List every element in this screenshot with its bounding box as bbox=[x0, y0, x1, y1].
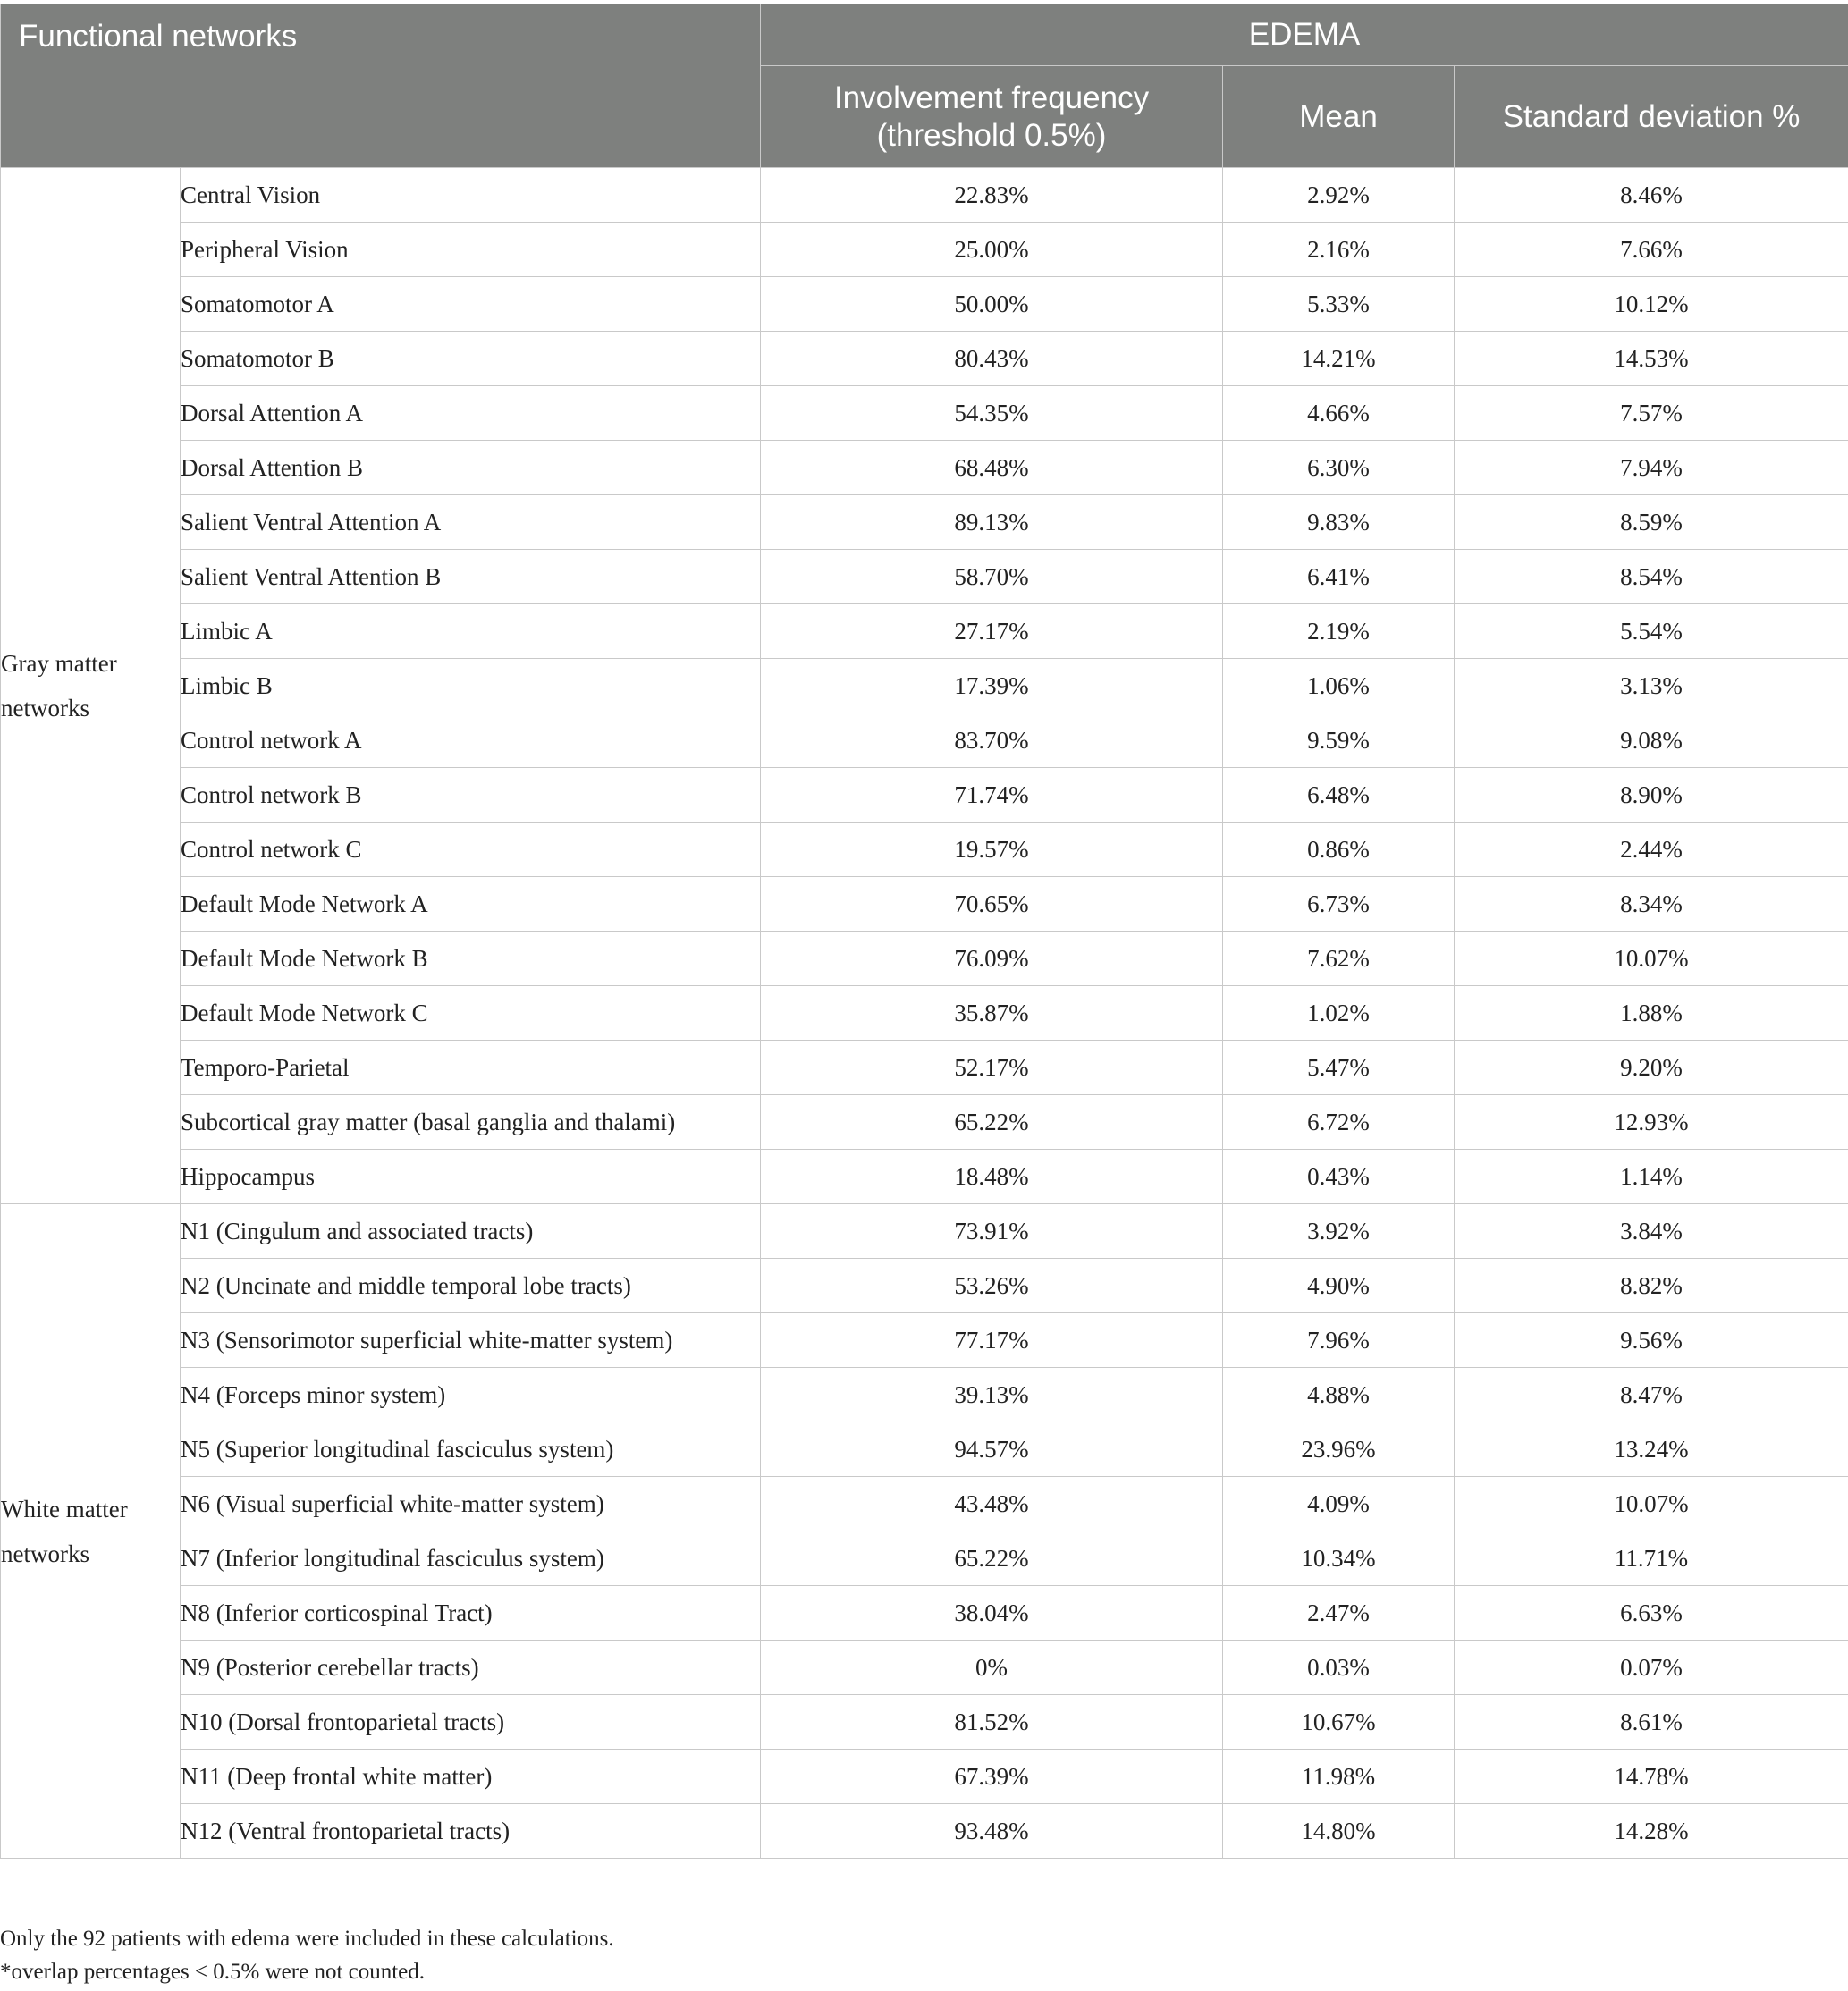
results-table bbox=[0, 4, 1848, 1859]
table-row bbox=[1, 1586, 1848, 1641]
involvement-frequency-cell: 50.00% bbox=[761, 277, 1223, 332]
involvement-frequency-cell: 19.57% bbox=[761, 823, 1223, 877]
standard-deviation-cell: 10.07% bbox=[1455, 1477, 1848, 1531]
involvement-frequency-cell: 53.26% bbox=[761, 1259, 1223, 1313]
standard-deviation-cell: 10.07% bbox=[1455, 932, 1848, 986]
header-functional-networks: Functional networks bbox=[1, 4, 761, 168]
involvement-frequency-cell: 94.57% bbox=[761, 1422, 1223, 1477]
standard-deviation-cell: 8.59% bbox=[1455, 495, 1848, 550]
table-row bbox=[1, 332, 1848, 386]
table-row bbox=[1, 1095, 1848, 1150]
standard-deviation-cell: 8.47% bbox=[1455, 1368, 1848, 1422]
involvement-frequency-cell: 65.22% bbox=[761, 1095, 1223, 1150]
network-name-cell: Peripheral Vision bbox=[181, 223, 761, 277]
table-row bbox=[1, 441, 1848, 495]
standard-deviation-cell: 14.78% bbox=[1455, 1750, 1848, 1804]
involvement-frequency-cell: 52.17% bbox=[761, 1041, 1223, 1095]
table-row bbox=[1, 768, 1848, 823]
network-name-cell: N6 (Visual superficial white-matter system) bbox=[181, 1477, 761, 1531]
table-row bbox=[1, 223, 1848, 277]
table-row bbox=[1, 986, 1848, 1041]
mean-cell: 6.48% bbox=[1223, 768, 1455, 823]
table-row bbox=[1, 386, 1848, 441]
standard-deviation-cell: 7.66% bbox=[1455, 223, 1848, 277]
network-name-cell: N7 (Inferior longitudinal fasciculus system) bbox=[181, 1531, 761, 1586]
table-row bbox=[1, 495, 1848, 550]
mean-cell: 6.41% bbox=[1223, 550, 1455, 604]
header-edema: EDEMA bbox=[761, 4, 1848, 66]
footnote: Only the 92 patients with edema were included in these calculations. bbox=[0, 1927, 614, 1951]
mean-cell: 0.43% bbox=[1223, 1150, 1455, 1204]
table-row bbox=[1, 1641, 1848, 1695]
standard-deviation-cell: 12.93% bbox=[1455, 1095, 1848, 1150]
involvement-frequency-cell: 0% bbox=[761, 1641, 1223, 1695]
mean-cell: 14.21% bbox=[1223, 332, 1455, 386]
mean-cell: 2.19% bbox=[1223, 604, 1455, 659]
table-row bbox=[1, 1477, 1848, 1531]
mean-cell: 3.92% bbox=[1223, 1204, 1455, 1259]
table-row bbox=[1, 823, 1848, 877]
table-row bbox=[1, 277, 1848, 332]
section-label: Gray matter networks bbox=[1, 168, 181, 1204]
involvement-frequency-cell: 38.04% bbox=[761, 1586, 1223, 1641]
standard-deviation-cell: 0.07% bbox=[1455, 1641, 1848, 1695]
network-name-cell: Default Mode Network A bbox=[181, 877, 761, 932]
mean-cell: 14.80% bbox=[1223, 1804, 1455, 1859]
network-name-cell: Limbic A bbox=[181, 604, 761, 659]
standard-deviation-cell: 9.08% bbox=[1455, 713, 1848, 768]
standard-deviation-cell: 3.13% bbox=[1455, 659, 1848, 713]
table-row bbox=[1, 877, 1848, 932]
network-name-cell: N12 (Ventral frontoparietal tracts) bbox=[181, 1804, 761, 1859]
involvement-frequency-cell: 89.13% bbox=[761, 495, 1223, 550]
table-row bbox=[1, 1313, 1848, 1368]
mean-cell: 9.83% bbox=[1223, 495, 1455, 550]
standard-deviation-cell: 13.24% bbox=[1455, 1422, 1848, 1477]
header-mean: Mean bbox=[1223, 66, 1455, 168]
mean-cell: 0.03% bbox=[1223, 1641, 1455, 1695]
section-label: White matter networks bbox=[1, 1204, 181, 1859]
standard-deviation-cell: 1.14% bbox=[1455, 1150, 1848, 1204]
involvement-frequency-cell: 43.48% bbox=[761, 1477, 1223, 1531]
mean-cell: 4.88% bbox=[1223, 1368, 1455, 1422]
mean-cell: 5.47% bbox=[1223, 1041, 1455, 1095]
table-row bbox=[1, 550, 1848, 604]
header-involvement-frequency: Involvement frequency (threshold 0.5%) bbox=[761, 66, 1223, 168]
network-name-cell: Control network C bbox=[181, 823, 761, 877]
table-row bbox=[1, 1422, 1848, 1477]
network-name-cell: N11 (Deep frontal white matter) bbox=[181, 1750, 761, 1804]
involvement-frequency-cell: 73.91% bbox=[761, 1204, 1223, 1259]
involvement-frequency-cell: 80.43% bbox=[761, 332, 1223, 386]
mean-cell: 10.67% bbox=[1223, 1695, 1455, 1750]
mean-cell: 7.96% bbox=[1223, 1313, 1455, 1368]
standard-deviation-cell: 14.28% bbox=[1455, 1804, 1848, 1859]
table-body bbox=[1, 168, 1848, 1859]
standard-deviation-cell: 10.12% bbox=[1455, 277, 1848, 332]
involvement-frequency-cell: 17.39% bbox=[761, 659, 1223, 713]
standard-deviation-cell: 3.84% bbox=[1455, 1204, 1848, 1259]
involvement-frequency-cell: 77.17% bbox=[761, 1313, 1223, 1368]
standard-deviation-cell: 1.88% bbox=[1455, 986, 1848, 1041]
involvement-frequency-cell: 71.74% bbox=[761, 768, 1223, 823]
standard-deviation-cell: 2.44% bbox=[1455, 823, 1848, 877]
standard-deviation-cell: 14.53% bbox=[1455, 332, 1848, 386]
standard-deviation-cell: 8.46% bbox=[1455, 168, 1848, 223]
mean-cell: 6.72% bbox=[1223, 1095, 1455, 1150]
table-row bbox=[1, 1750, 1848, 1804]
standard-deviation-cell: 7.57% bbox=[1455, 386, 1848, 441]
network-name-cell: N4 (Forceps minor system) bbox=[181, 1368, 761, 1422]
mean-cell: 6.30% bbox=[1223, 441, 1455, 495]
involvement-frequency-cell: 67.39% bbox=[761, 1750, 1223, 1804]
table-row bbox=[1, 604, 1848, 659]
involvement-frequency-cell: 35.87% bbox=[761, 986, 1223, 1041]
table-row bbox=[1, 932, 1848, 986]
table-row bbox=[1, 713, 1848, 768]
standard-deviation-cell: 8.90% bbox=[1455, 768, 1848, 823]
standard-deviation-cell: 9.56% bbox=[1455, 1313, 1848, 1368]
standard-deviation-cell: 5.54% bbox=[1455, 604, 1848, 659]
network-name-cell: Default Mode Network C bbox=[181, 986, 761, 1041]
network-name-cell: N1 (Cingulum and associated tracts) bbox=[181, 1204, 761, 1259]
network-name-cell: Control network B bbox=[181, 768, 761, 823]
standard-deviation-cell: 8.54% bbox=[1455, 550, 1848, 604]
standard-deviation-cell: 8.82% bbox=[1455, 1259, 1848, 1313]
network-name-cell: N2 (Uncinate and middle temporal lobe tracts) bbox=[181, 1259, 761, 1313]
mean-cell: 5.33% bbox=[1223, 277, 1455, 332]
table-row bbox=[1, 1204, 1848, 1259]
footnote: *overlap percentages < 0.5% were not counted. bbox=[0, 1960, 426, 1984]
network-name-cell: Somatomotor A bbox=[181, 277, 761, 332]
standard-deviation-cell: 9.20% bbox=[1455, 1041, 1848, 1095]
network-name-cell: N3 (Sensorimotor superficial white-matter system) bbox=[181, 1313, 761, 1368]
network-name-cell: N10 (Dorsal frontoparietal tracts) bbox=[181, 1695, 761, 1750]
involvement-frequency-cell: 81.52% bbox=[761, 1695, 1223, 1750]
involvement-frequency-cell: 39.13% bbox=[761, 1368, 1223, 1422]
table-row bbox=[1, 1259, 1848, 1313]
network-name-cell: Limbic B bbox=[181, 659, 761, 713]
involvement-frequency-cell: 70.65% bbox=[761, 877, 1223, 932]
mean-cell: 2.16% bbox=[1223, 223, 1455, 277]
involvement-frequency-cell: 25.00% bbox=[761, 223, 1223, 277]
involvement-frequency-cell: 18.48% bbox=[761, 1150, 1223, 1204]
mean-cell: 1.02% bbox=[1223, 986, 1455, 1041]
mean-cell: 2.47% bbox=[1223, 1586, 1455, 1641]
involvement-frequency-cell: 58.70% bbox=[761, 550, 1223, 604]
involvement-frequency-cell: 83.70% bbox=[761, 713, 1223, 768]
table-row bbox=[1, 1150, 1848, 1204]
mean-cell: 4.09% bbox=[1223, 1477, 1455, 1531]
mean-cell: 0.86% bbox=[1223, 823, 1455, 877]
network-name-cell: Dorsal Attention A bbox=[181, 386, 761, 441]
involvement-frequency-cell: 22.83% bbox=[761, 168, 1223, 223]
mean-cell: 4.66% bbox=[1223, 386, 1455, 441]
mean-cell: 11.98% bbox=[1223, 1750, 1455, 1804]
network-name-cell: Default Mode Network B bbox=[181, 932, 761, 986]
mean-cell: 9.59% bbox=[1223, 713, 1455, 768]
mean-cell: 1.06% bbox=[1223, 659, 1455, 713]
table-row bbox=[1, 1804, 1848, 1859]
table-row bbox=[1, 168, 1848, 223]
mean-cell: 6.73% bbox=[1223, 877, 1455, 932]
standard-deviation-cell: 6.63% bbox=[1455, 1586, 1848, 1641]
table-row bbox=[1, 1695, 1848, 1750]
standard-deviation-cell: 8.61% bbox=[1455, 1695, 1848, 1750]
standard-deviation-cell: 7.94% bbox=[1455, 441, 1848, 495]
mean-cell: 10.34% bbox=[1223, 1531, 1455, 1586]
network-name-cell: Hippocampus bbox=[181, 1150, 761, 1204]
standard-deviation-cell: 8.34% bbox=[1455, 877, 1848, 932]
network-name-cell: Salient Ventral Attention A bbox=[181, 495, 761, 550]
network-name-cell: Somatomotor B bbox=[181, 332, 761, 386]
network-name-cell: Salient Ventral Attention B bbox=[181, 550, 761, 604]
table-row bbox=[1, 659, 1848, 713]
involvement-frequency-cell: 54.35% bbox=[761, 386, 1223, 441]
network-name-cell: Dorsal Attention B bbox=[181, 441, 761, 495]
involvement-frequency-cell: 93.48% bbox=[761, 1804, 1223, 1859]
network-name-cell: N8 (Inferior corticospinal Tract) bbox=[181, 1586, 761, 1641]
involvement-frequency-cell: 27.17% bbox=[761, 604, 1223, 659]
header-standard-deviation: Standard deviation % bbox=[1455, 66, 1848, 168]
mean-cell: 4.90% bbox=[1223, 1259, 1455, 1313]
table-row bbox=[1, 1041, 1848, 1095]
network-name-cell: N9 (Posterior cerebellar tracts) bbox=[181, 1641, 761, 1695]
involvement-frequency-cell: 76.09% bbox=[761, 932, 1223, 986]
involvement-frequency-cell: 68.48% bbox=[761, 441, 1223, 495]
network-name-cell: Subcortical gray matter (basal ganglia and thalami) bbox=[181, 1095, 761, 1150]
table-row bbox=[1, 1368, 1848, 1422]
network-name-cell: Control network A bbox=[181, 713, 761, 768]
mean-cell: 23.96% bbox=[1223, 1422, 1455, 1477]
table-row bbox=[1, 1531, 1848, 1586]
mean-cell: 2.92% bbox=[1223, 168, 1455, 223]
involvement-frequency-cell: 65.22% bbox=[761, 1531, 1223, 1586]
network-name-cell: N5 (Superior longitudinal fasciculus system) bbox=[181, 1422, 761, 1477]
mean-cell: 7.62% bbox=[1223, 932, 1455, 986]
standard-deviation-cell: 11.71% bbox=[1455, 1531, 1848, 1586]
network-name-cell: Central Vision bbox=[181, 168, 761, 223]
network-name-cell: Temporo-Parietal bbox=[181, 1041, 761, 1095]
table-footnotes bbox=[0, 1922, 614, 1988]
